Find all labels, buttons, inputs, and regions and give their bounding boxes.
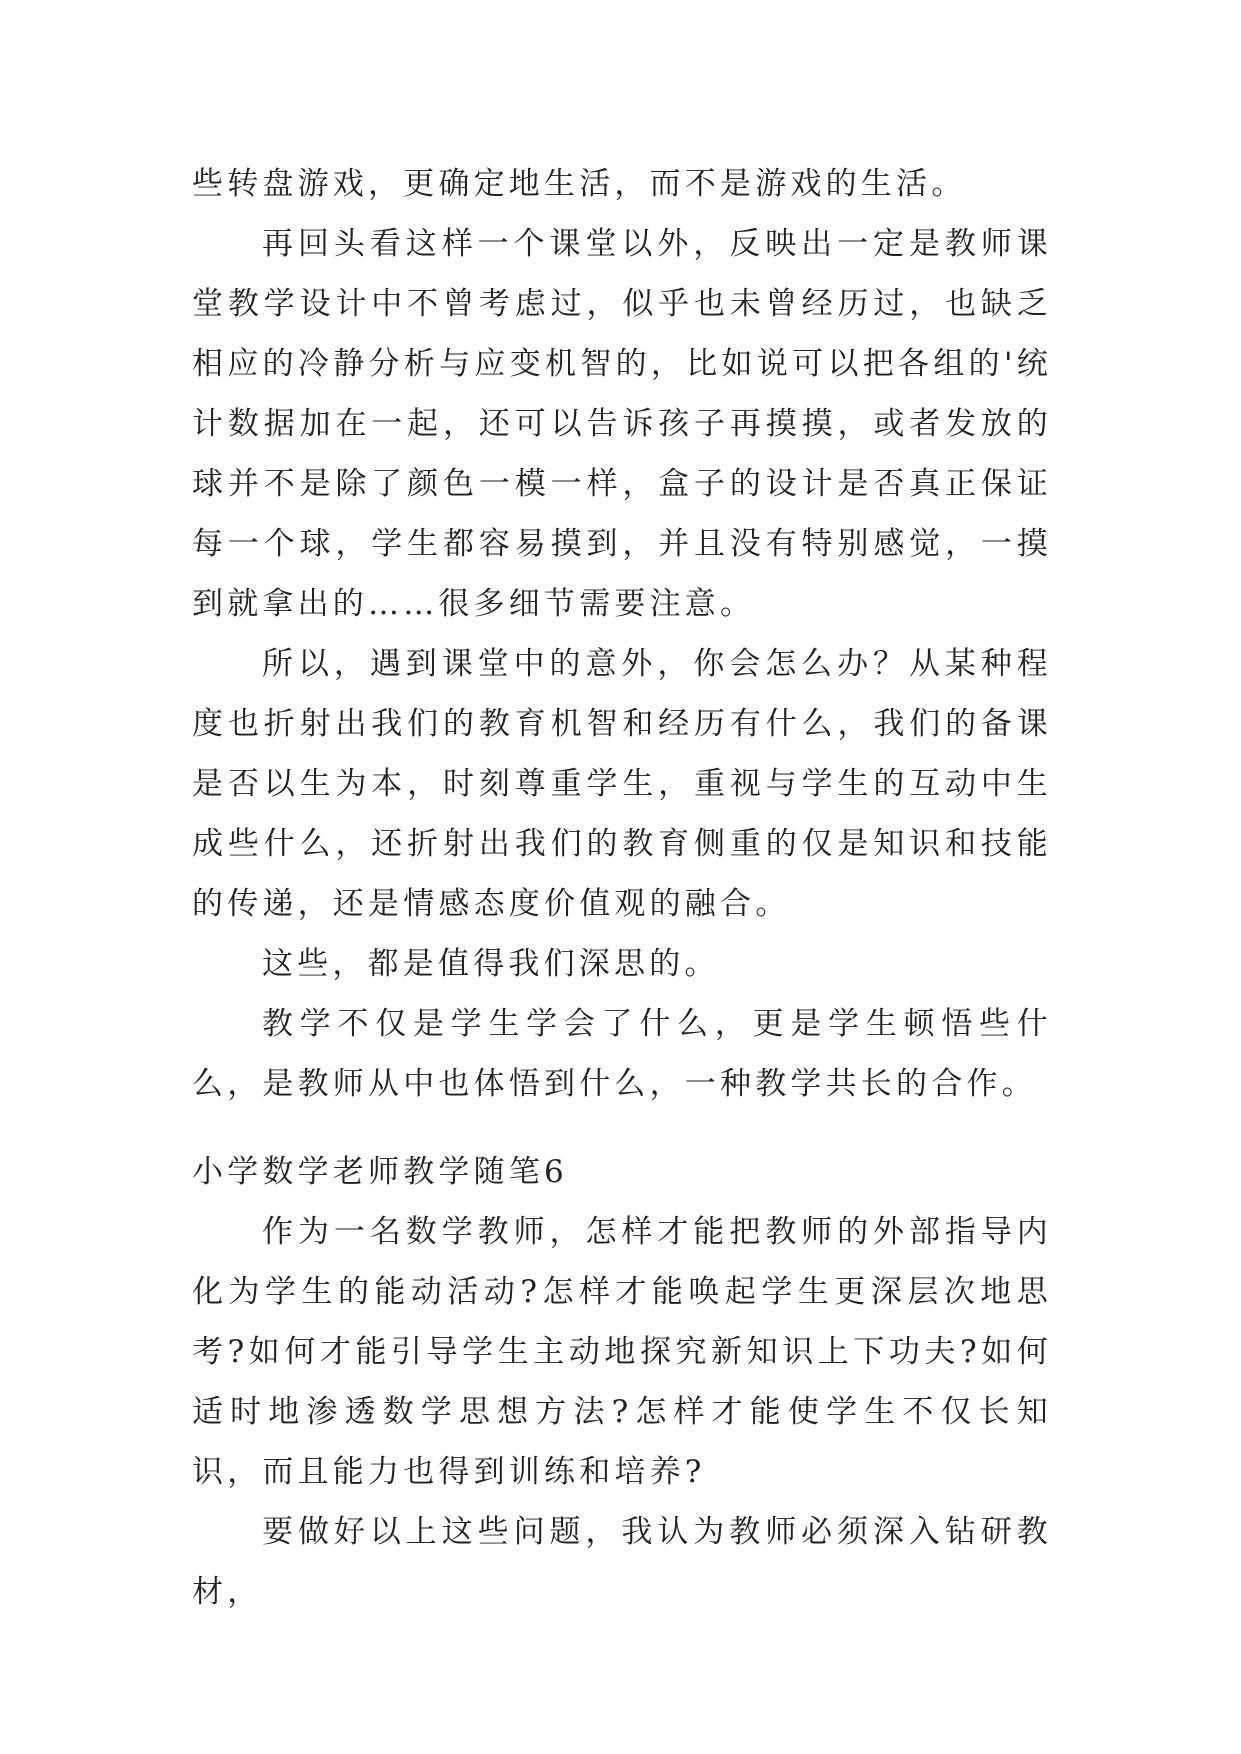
paragraph: 所以，遇到课堂中的意外，你会怎么办？从某种程度也折射出我们的教育机智和经历有什么，我们的备课是否以生为本，时刻尊重学生，重视与学生的互动中生成些什么，还折射出我们的教育侧重的仅是知识和技能的传递，还是情感态度价值观的融合。 (192, 646, 1052, 922)
paragraph: 教学不仅是学生学会了什么，更是学生顿悟些什么，是教师从中也体悟到什么，一种教学共长的合作。 (192, 1006, 1052, 1102)
text-block-continued (192, 154, 1052, 1114)
section-title: 小学数学老师教学随笔6 (192, 1154, 568, 1190)
paragraph: 作为一名数学教师，怎样才能把教师的外部指导内化为学生的能动活动?怎样才能唤起学生更深层次地思考?如何才能引导学生主动地探究新知识上下功夫?如何适时地渗透数学思想方法?怎样才能使学生不仅长知识，而且能力也得到训练和培养? (192, 1214, 1052, 1490)
paragraph-continuation: 些转盘游戏，更确定地生活，而不是游戏的生活。 (192, 166, 967, 202)
paragraph: 再回头看这样一个课堂以外，反映出一定是教师课堂教学设计中不曾考虑过，似乎也未曾经历过，也缺乏相应的冷静分析与应变机智的，比如说可以把各组的'统计数据加在一起，还可以告诉孩子再摸摸，或者发放的球并不是除了颜色一模一样，盒子的设计是否真正保证每一个球，学生都容易摸到，并且没有特别感觉，一摸到就拿出的……很多细节需要注意。 (192, 226, 1052, 622)
text-block-section-6 (192, 1142, 1052, 1622)
paragraph: 这些，都是值得我们深思的。 (262, 946, 720, 982)
paragraph: 要做好以上这些问题，我认为教师必须深入钻研教材， (192, 1514, 1052, 1610)
